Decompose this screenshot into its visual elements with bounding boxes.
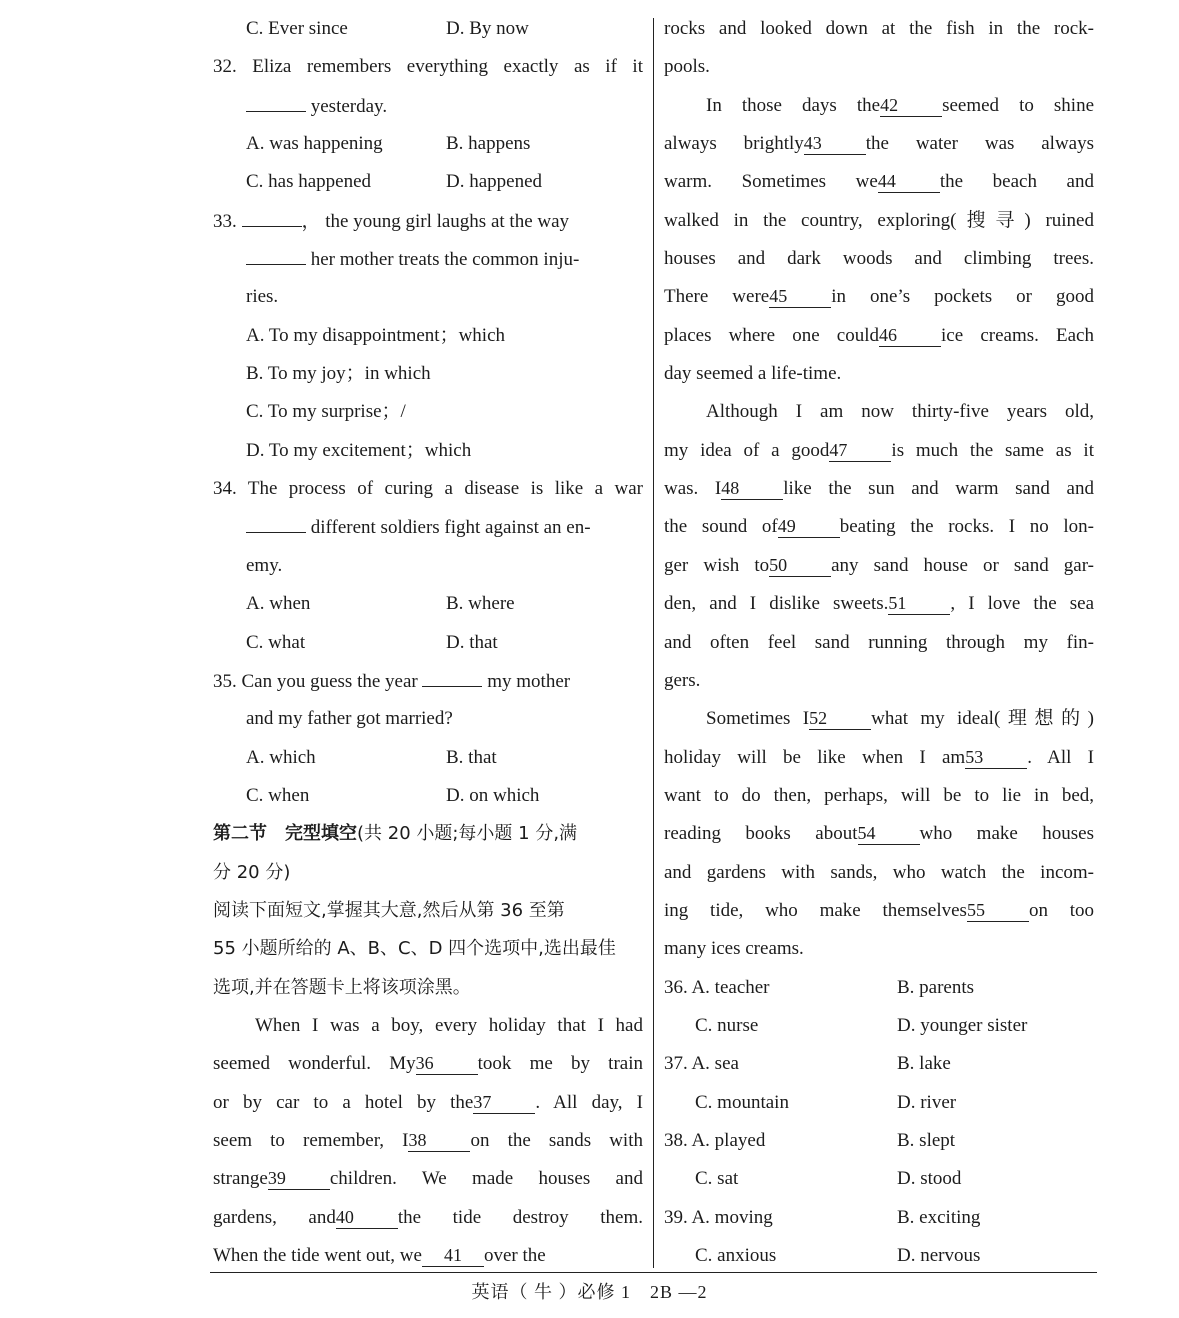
q34-stem-3: emy. (246, 554, 283, 576)
passage-line (664, 662, 1094, 700)
q35-stem: 35. Can you guess the year my mother (213, 662, 643, 700)
passage-text: . All I (1027, 746, 1094, 768)
passage-text: what my ideal(理想的) (871, 708, 1094, 730)
passage-text: many ices creams. (664, 938, 804, 960)
passage-line (664, 777, 1094, 815)
option: B. slept (897, 1129, 956, 1151)
passage-text: seemed wonderful. My (213, 1053, 416, 1075)
option-row (664, 1122, 1094, 1160)
answer-blank (246, 240, 306, 265)
passage-text: seemed to shine (942, 94, 1094, 116)
blank-number: 53 (965, 746, 1027, 769)
option: 36. A. teacher (664, 976, 770, 998)
passage-text: warm. Sometimes we (664, 171, 878, 193)
blank-number: 45 (769, 285, 831, 308)
passage-text: the water was always (865, 133, 1094, 155)
passage-line (664, 547, 1094, 585)
passage-text: pools. (664, 56, 710, 78)
passage-text: on too (1028, 899, 1094, 921)
passage-text: ice creams. Each (941, 324, 1094, 346)
option-row (664, 969, 1094, 1007)
q32-stem: 32. Eliza remembers everything exactly as if it (213, 56, 643, 78)
passage-text: den, and I dislike sweets. (664, 593, 889, 615)
passage-text: was. I (664, 478, 722, 500)
passage-line (664, 48, 1094, 86)
passage-text: and often feel sand running through my fin- (664, 631, 1094, 653)
blank-number: 46 (879, 324, 941, 347)
option: 39. A. moving (664, 1206, 773, 1228)
passage-line (664, 624, 1094, 662)
passage-text: want to do then, perhaps, will be to lie in bed, (664, 784, 1094, 806)
answer-blank (422, 662, 482, 687)
option: B. parents (897, 976, 975, 998)
passage-text: the beach and (939, 171, 1094, 193)
option: B. happens (446, 133, 531, 155)
blank-number: 47 (829, 439, 891, 462)
passage-text: ger wish to (664, 554, 770, 576)
passage-text: my idea of a good (664, 439, 830, 461)
section-heading-2: 分 20 分) (213, 861, 291, 883)
passage-line (664, 240, 1094, 278)
passage-text: any sand house or sand gar- (831, 554, 1094, 576)
option: D. nervous (897, 1245, 981, 1266)
passage-text: walked in the country, exploring(搜寻) ruined (664, 209, 1094, 231)
blank-number: 43 (804, 132, 866, 155)
passage-text: and gardens with sands, who watch the incom- (664, 861, 1094, 883)
option: B. To my joy；in which (246, 363, 431, 385)
passage-text: There were (664, 286, 770, 308)
passage-line (664, 930, 1094, 968)
passage-text: took me by train (477, 1053, 643, 1075)
passage-text: always brightly (664, 133, 804, 155)
passage-line (664, 278, 1094, 316)
option-row (664, 1160, 1094, 1198)
option: B. exciting (897, 1206, 981, 1228)
passage-line (664, 393, 1094, 431)
passage-text: the tide destroy them. (397, 1206, 643, 1228)
passage-line (664, 355, 1094, 393)
passage-line (664, 87, 1094, 125)
q32-stem-2: yesterday. (213, 87, 643, 125)
passage-text: When the tide went out, we (213, 1245, 422, 1266)
instructions-line: 选项,并在答题卡上将该项涂黑。 (213, 976, 471, 998)
q33-stem-3: ries. (246, 286, 279, 308)
passage-line (213, 1199, 643, 1237)
passage-text: beating the rocks. I no lon- (839, 516, 1094, 538)
passage-line (664, 163, 1094, 201)
left-column (213, 10, 643, 1275)
option: D. younger sister (897, 1014, 1028, 1036)
option: A. was happening (246, 133, 383, 155)
option: 37. A. sea (664, 1053, 739, 1075)
passage-line (664, 10, 1094, 48)
option: D. that (446, 631, 498, 653)
blank-number: 48 (721, 477, 783, 500)
passage-text: on the sands with (470, 1129, 643, 1151)
blank-number: 51 (888, 592, 950, 615)
passage-line (664, 815, 1094, 853)
passage-text: Although I am now thirty-five years old, (706, 401, 1094, 423)
passage-left (213, 1007, 643, 1275)
blank-number: 42 (880, 94, 942, 117)
passage-line (664, 892, 1094, 930)
option-row (664, 1199, 1094, 1237)
passage-line (213, 1084, 643, 1122)
q34-options-row (213, 624, 643, 662)
q31-options-row (213, 10, 643, 48)
blank-number: 49 (778, 515, 840, 538)
option: C. when (246, 784, 310, 806)
q35-stem-2: and my father got married? (246, 708, 453, 730)
instructions-line: 阅读下面短文,掌握其大意,然后从第 36 至第 (213, 899, 565, 921)
passage-line (664, 739, 1094, 777)
q34-stem: 34. The process of curing a disease is like a war (213, 478, 643, 500)
passage-text: in one’s pockets or good (831, 286, 1094, 308)
passage-text: who make houses (919, 823, 1095, 845)
passage-text: Sometimes I (706, 708, 810, 730)
answer-blank (246, 508, 306, 533)
q33-stem-2: her mother treats the common inju- (213, 240, 643, 278)
q35-options-row (213, 739, 643, 777)
passage-text: . All day, I (535, 1091, 643, 1113)
option: B. that (446, 746, 497, 768)
option-row (664, 1007, 1094, 1045)
passage-text: places where one could (664, 324, 880, 346)
instructions-line: 55 小题所给的 A、B、C、D 四个选项中,选出最佳 (213, 938, 616, 960)
right-column (664, 10, 1094, 1275)
blank-number: 54 (858, 822, 920, 845)
footer-rule (210, 1272, 1097, 1273)
option: C. has happened (246, 171, 372, 193)
blank-number: 36 (416, 1052, 478, 1075)
blank-number: 39 (268, 1167, 330, 1190)
passage-text: the sound of (664, 516, 778, 538)
passage-line (213, 1007, 643, 1045)
option: D. happened (446, 171, 543, 193)
passage-line (664, 585, 1094, 623)
blank-number: 37 (473, 1091, 535, 1114)
passage-line (664, 432, 1094, 470)
option: B. lake (897, 1053, 951, 1075)
passage-line (664, 317, 1094, 355)
option: D. To my excitement；which (246, 439, 472, 461)
passage-line (213, 1160, 643, 1198)
q34-stem-2: different soldiers fight against an en- (213, 508, 643, 546)
option: D. on which (446, 784, 540, 806)
passage-line (664, 470, 1094, 508)
option: C. To my surprise；/ (246, 401, 406, 423)
passage-line (664, 202, 1094, 240)
option: C. what (246, 631, 306, 653)
passage-text: houses and dark woods and climbing trees. (664, 248, 1094, 270)
q33-stem: 33. ， the young girl laughs at the way (213, 202, 643, 240)
option-row (664, 1237, 1094, 1275)
passage-line (664, 854, 1094, 892)
option-row (664, 1084, 1094, 1122)
passage-text: ing tide, who make themselves (664, 899, 967, 921)
passage-line (213, 1045, 643, 1083)
option: C. Ever since (246, 18, 348, 39)
passage-right (664, 10, 1094, 969)
passage-line (664, 700, 1094, 738)
blank-number: 44 (878, 170, 940, 193)
passage-text: When I was a boy, every holiday that I had (255, 1014, 643, 1036)
q35-options-row (213, 777, 643, 815)
answer-options (664, 969, 1094, 1276)
passage-text: , I love the sea (950, 593, 1094, 615)
passage-text: holiday will be like when I am (664, 746, 966, 768)
passage-text: day seemed a life-time. (664, 363, 842, 385)
passage-text: gardens, and (213, 1206, 336, 1228)
answer-blank (246, 87, 306, 112)
blank-number: 55 (967, 899, 1029, 922)
option: A. To my disappointment；which (246, 324, 506, 346)
section-heading: 第二节 完型填空(共 20 小题;每小题 1 分,满 (213, 823, 578, 845)
passage-text: strange (213, 1168, 268, 1190)
option: B. where (446, 593, 515, 615)
option: A. which (246, 746, 316, 768)
passage-text: rocks and looked down at the fish in the rock- (664, 18, 1094, 39)
q34-options-row (213, 585, 643, 623)
blank-number: 38 (408, 1129, 470, 1152)
option: C. nurse (695, 1014, 759, 1036)
passage-text: over the (483, 1245, 546, 1266)
passage-line (664, 125, 1094, 163)
passage-text: children. We made houses and (329, 1168, 643, 1190)
answer-blank (242, 202, 302, 227)
passage-line (664, 508, 1094, 546)
option: C. sat (695, 1168, 739, 1190)
passage-text: reading books about (664, 823, 858, 845)
passage-text: seem to remember, I (213, 1129, 409, 1151)
q32-options-row (213, 125, 643, 163)
passage-text: or by car to a hotel by the (213, 1091, 474, 1113)
page-footer: 英语（ 牛 ）必修 1 2B —2 (471, 1282, 708, 1302)
passage-line (213, 1237, 643, 1275)
blank-number: 50 (769, 554, 831, 577)
passage-text: In those days the (706, 94, 881, 116)
blank-number: 52 (809, 707, 871, 730)
option: D. stood (897, 1168, 962, 1190)
column-divider (653, 18, 654, 1268)
option: C. anxious (695, 1245, 777, 1266)
option: D. By now (446, 18, 529, 39)
passage-line (213, 1122, 643, 1160)
passage-text: like the sun and warm sand and (783, 478, 1094, 500)
option: A. when (246, 593, 311, 615)
option: 38. A. played (664, 1129, 766, 1151)
blank-number: 41 (422, 1244, 484, 1267)
passage-text: is much the same as it (891, 439, 1094, 461)
passage-text: gers. (664, 669, 701, 691)
option: C. mountain (695, 1091, 789, 1113)
blank-number: 40 (336, 1206, 398, 1229)
q32-options-row (213, 163, 643, 201)
option-row (664, 1045, 1094, 1083)
option: D. river (897, 1091, 957, 1113)
